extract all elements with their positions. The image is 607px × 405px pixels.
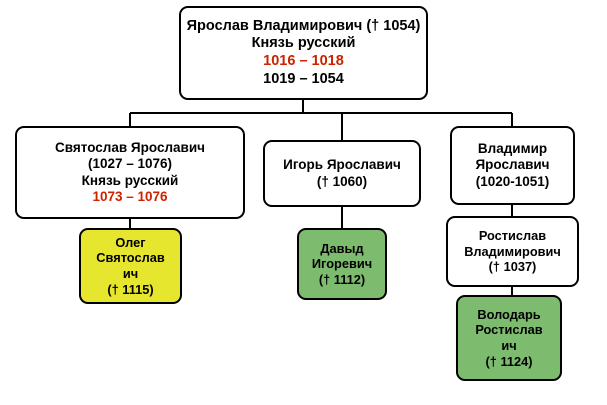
node-igor bbox=[263, 140, 421, 207]
node-davyd-line-0: Давыд bbox=[320, 240, 364, 256]
node-oleg-line-1: Святослав bbox=[96, 250, 165, 266]
node-svyatoslav-line-3: 1073 – 1076 bbox=[92, 188, 168, 204]
node-svyatoslav bbox=[15, 126, 245, 219]
node-root-line-1: Князь русский bbox=[251, 35, 356, 52]
node-volodar-line-2: ич bbox=[501, 338, 517, 353]
node-volodar bbox=[456, 295, 562, 381]
node-vladimir bbox=[450, 126, 575, 205]
node-vladimir-line-2: (1020-1051) bbox=[475, 173, 550, 189]
node-rostislav-line-0: Ростислав bbox=[478, 228, 547, 244]
node-davyd-line-1: Игоревич bbox=[311, 256, 373, 272]
node-vladimir-line-1: Ярославич bbox=[475, 157, 550, 173]
node-igor-line-0: Игорь Ярославич bbox=[283, 157, 401, 173]
node-davyd bbox=[297, 228, 387, 300]
node-oleg-line-3: († 1115) bbox=[107, 281, 154, 297]
node-oleg-line-2: ич bbox=[122, 266, 139, 281]
node-root-line-2: 1016 – 1018 bbox=[263, 53, 344, 69]
node-volodar-line-0: Володарь bbox=[477, 306, 541, 322]
node-root-line-3: 1019 – 1054 bbox=[263, 70, 344, 87]
node-rostislav-line-2: († 1037) bbox=[488, 259, 537, 275]
node-davyd-line-2: († 1112) bbox=[318, 271, 366, 287]
node-root bbox=[179, 6, 428, 100]
node-volodar-line-1: Ростислав bbox=[475, 322, 543, 338]
node-oleg bbox=[79, 228, 182, 304]
node-svyatoslav-line-1: (1027 – 1076) bbox=[87, 156, 173, 172]
node-svyatoslav-line-2: Князь русский bbox=[81, 172, 179, 188]
node-rostislav-line-1: Владимирович bbox=[464, 243, 561, 259]
node-svyatoslav-line-0: Святослав Ярославич bbox=[55, 139, 205, 155]
node-igor-line-1: († 1060) bbox=[316, 173, 368, 189]
node-root-line-0: Ярослав Владимирович († 1054) bbox=[186, 17, 421, 34]
node-vladimir-line-0: Владимир bbox=[477, 140, 548, 156]
node-volodar-line-3: († 1124) bbox=[485, 353, 533, 369]
node-rostislav bbox=[446, 216, 579, 287]
node-oleg-line-0: Олег bbox=[115, 234, 146, 250]
